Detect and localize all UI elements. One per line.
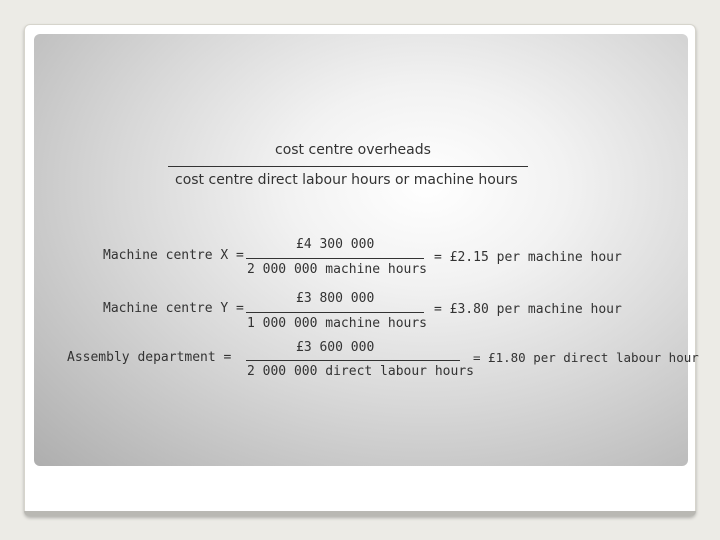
row-x-fraction-bar xyxy=(246,258,424,259)
row-assembly-label: Assembly department = xyxy=(67,350,232,365)
row-assembly-fraction-bar xyxy=(246,360,460,361)
row-x-numerator: £4 300 000 xyxy=(296,237,375,252)
row-assembly-result: = £1.80 per direct labour hour xyxy=(473,350,699,365)
row-y-label: Machine centre Y = xyxy=(103,301,244,316)
formula-fraction-bar xyxy=(168,166,528,167)
formula-numerator: cost centre overheads xyxy=(275,142,431,158)
formula-denominator: cost centre direct labour hours or machine hours xyxy=(175,172,518,188)
row-x-result: = £2.15 per machine hour xyxy=(434,250,622,265)
row-x-label: Machine centre X = xyxy=(103,248,244,263)
row-assembly-denominator: 2 000 000 direct labour hours xyxy=(247,364,474,379)
slide-bottom-edge xyxy=(24,511,696,516)
row-y-numerator: £3 800 000 xyxy=(296,291,375,306)
row-y-result: = £3.80 per machine hour xyxy=(434,302,622,317)
row-x-denominator: 2 000 000 machine hours xyxy=(247,262,428,277)
row-y-denominator: 1 000 000 machine hours xyxy=(247,316,428,331)
row-y-fraction-bar xyxy=(246,312,424,313)
row-assembly-numerator: £3 600 000 xyxy=(296,340,375,355)
